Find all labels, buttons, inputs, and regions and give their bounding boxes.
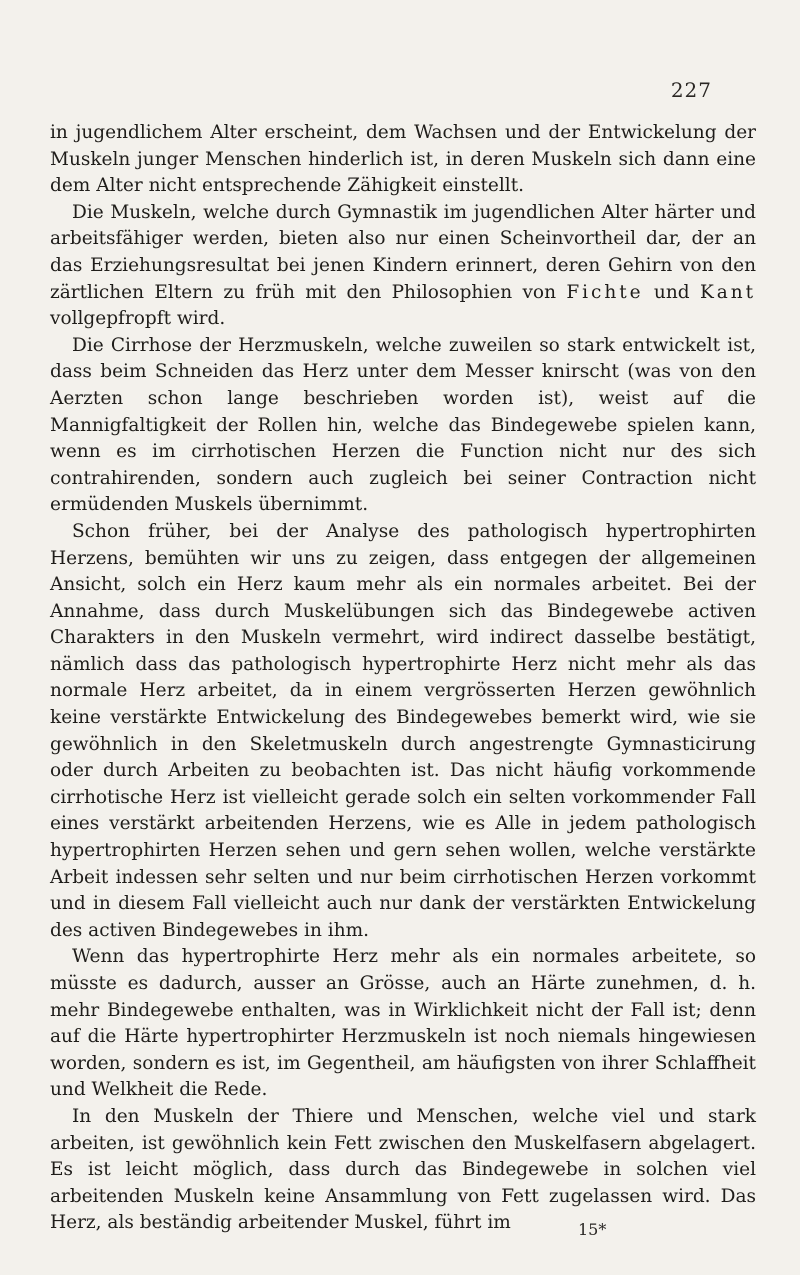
page-body (50, 120, 756, 1237)
paragraph-1 (50, 120, 756, 200)
paragraph-6 (50, 1104, 756, 1237)
paragraph-2-text-3: vollgepfropft wird. (50, 308, 226, 330)
paragraph-4-text: Schon früher, bei der Analyse des pathologisch hypertrophirten Herzens, bemühten wir uns zu zeigen, dass entgegen der allgemeinen Ansicht, solch ein Herz kaum mehr als ein normales arbeitet. Bei der Annahme, dass durch Muskelübungen sich das Bindegewebe activen Charakters in den Muskeln vermehrt, wird indirect dasselbe bestätigt, nämlich dass das pathologisch hypertrophirte Herz nicht mehr als das normale Herz arbeitet, da in einem vergrösserten Herzen gewöhnlich keine verstärkte Entwickelung des Bindegewebes bemerkt wird, wie sie gewöhnlich in den Skeletmuskeln durch angestrengte Gymnasticirung oder durch Arbeiten zu beobachten ist. Das nicht häufig vorkommende cirrhotische Herz ist vielleicht gerade solch ein selten vorkommender Fall eines verstärkt arbeitenden Herzens, wie es Alle in jedem pathologisch hypertrophirten Herzen sehen und gern sehen wollen, welche verstärkte Arbeit indessen sehr selten und nur beim cirrhotischen Herzen vorkommt und in diesem Fall vielleicht auch nur dank der verstärkten Entwickelung des activen Bindegewebes in ihm. (50, 520, 756, 941)
paragraph-4 (50, 519, 756, 945)
paragraph-5 (50, 944, 756, 1104)
paragraph-2-text-2: und (643, 281, 700, 303)
paragraph-1-text: in jugendlichem Alter erscheint, dem Wachsen und der Entwickelung der Muskeln junger Menschen hinderlich ist, in deren Muskeln sich dann eine dem Alter nicht entsprechende Zähigkeit einstellt. (50, 122, 756, 197)
name-kant: Kant (699, 281, 756, 303)
page-number: 227 (670, 78, 712, 102)
paragraph-3 (50, 333, 756, 519)
name-fichte: Fichte (566, 281, 644, 303)
paragraph-5-text: Wenn das hypertrophirte Herz mehr als ein normales arbeitete, so müsste es dadurch, ausser an Grösse, auch an Härte zunehmen, d. h. mehr Bindegewebe enthalten, was in Wirklichkeit nicht der Fall ist; denn auf die Härte hypertrophirter Herzmuskeln ist noch niemals hingewiesen worden, sondern es ist, im Gegentheil, am häufigsten von ihrer Schlaffheit und Welkheit die Rede. (50, 946, 756, 1101)
paragraph-3-text: Die Cirrhose der Herzmuskeln, welche zuweilen so stark entwickelt ist, dass beim Schneiden das Herz unter dem Messer knirscht (was von den Aerzten schon lange beschrieben worden ist), weist auf die Mannigfaltigkeit der Rollen hin, welche das Bindegewebe spielen kann, wenn es im cirrhotischen Herzen die Function nicht nur des sich contrahirenden, sondern auch zugleich bei seiner Contraction nicht ermüdenden Muskels übernimmt. (50, 334, 756, 516)
paragraph-2 (50, 200, 756, 333)
paragraph-2-text-1: Die Muskeln, welche durch Gymnastik im jugendlichen Alter härter und arbeitsfähiger werden, bieten also nur einen Scheinvortheil dar, der an das Erziehungsresultat bei jenen Kindern erinnert, deren Gehirn von den zärtlichen Eltern zu früh mit den Philosophien von (50, 201, 756, 303)
signature-mark: 15* (578, 1220, 607, 1239)
paragraph-6-text: In den Muskeln der Thiere und Menschen, welche viel und stark arbeiten, ist gewöhnlich kein Fett zwischen den Muskelfasern abgelagert. Es ist leicht möglich, dass durch das Bindegewebe in solchen viel arbeitenden Muskeln keine Ansammlung von Fett zugelassen wird. Das Herz, als beständig arbeitender Muskel, führt im (50, 1105, 756, 1234)
